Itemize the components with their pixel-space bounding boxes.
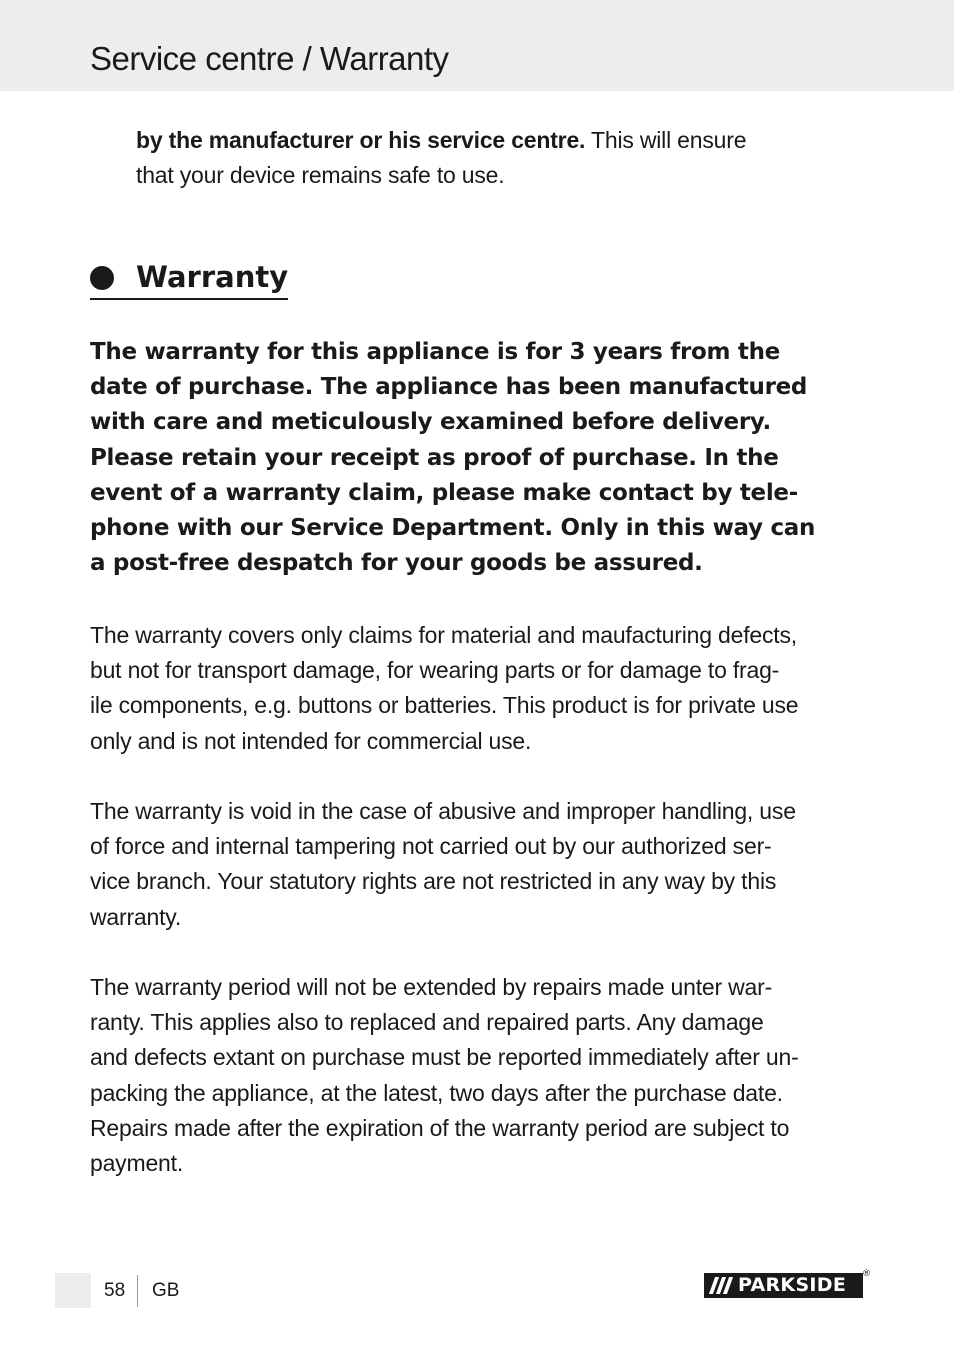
paragraph-line: warranty. — [90, 903, 182, 930]
paragraph-line: date of purchase. The appliance has been manufactured — [90, 374, 808, 401]
parkside-logo — [704, 1269, 871, 1298]
paragraph-line: and defects extant on purchase must be reported immediately after un- — [90, 1044, 799, 1071]
paragraph-line: Please retain your receipt as proof of purchase. In the — [90, 444, 779, 471]
footer-divider — [137, 1275, 138, 1307]
paragraph-line: payment. — [90, 1150, 184, 1177]
paragraph-line: The warranty is void in the case of abusive and improper handling, use — [90, 798, 796, 824]
warranty-bold-paragraph — [90, 335, 880, 581]
paragraph-line: The warranty period will not be extended by repairs made unter war- — [90, 974, 773, 1000]
page-number: 58 — [104, 1280, 126, 1301]
paragraph-line: ile components, e.g. buttons or batteries. This product is for private use — [90, 692, 799, 719]
paragraph-line: of force and internal tampering not carried out by our authorized ser- — [90, 833, 772, 860]
footer-marker — [55, 1273, 91, 1308]
warranty-coverage-paragraph — [90, 618, 880, 759]
continued-text: This will ensure — [585, 127, 747, 153]
continued-paragraph — [136, 123, 896, 193]
warranty-void-paragraph — [90, 794, 880, 935]
logo-text: PARKSIDE — [738, 1274, 847, 1296]
paragraph-line: only and is not intended for commercial use. — [90, 727, 532, 754]
paragraph-line: a post-free despatch for your goods be assured. — [90, 550, 703, 577]
paragraph-line: but not for transport damage, for wearing parts or for damage to frag- — [90, 657, 780, 684]
section-heading-text: Warranty — [136, 260, 289, 294]
paragraph-line: vice branch. Your statutory rights are not restricted in any way by this — [90, 868, 777, 895]
paragraph-line: event of a warranty claim, please make contact by tele- — [90, 479, 798, 506]
continued-bold-text: by the manufacturer or his service centre. — [136, 127, 586, 153]
paragraph-line: Repairs made after the expiration of the warranty period are subject to — [90, 1114, 790, 1141]
section-heading — [90, 258, 288, 301]
heading-underline — [90, 259, 288, 300]
paragraph-line: packing the appliance, at the latest, two days after the purchase date. — [90, 1079, 783, 1106]
language-code: GB — [152, 1280, 180, 1301]
paragraph-line: The warranty covers only claims for material and maufacturing defects, — [90, 622, 797, 648]
paragraph-line: ranty. This applies also to replaced and repaired parts. Any damage — [90, 1009, 764, 1036]
registered-mark: ® — [862, 1269, 871, 1279]
bullet-icon — [90, 266, 114, 290]
paragraph-line: phone with our Service Department. Only in this way can — [90, 515, 816, 542]
paragraph-line: with care and meticulously examined before delivery. — [90, 409, 771, 436]
continued-line: that your device remains safe to use. — [136, 162, 505, 189]
logo-stripes-icon — [704, 1273, 738, 1298]
warranty-period-paragraph — [90, 970, 880, 1181]
paragraph-line: The warranty for this appliance is for 3 years from the — [90, 339, 780, 365]
page-title: Service centre / Warranty — [90, 40, 449, 77]
